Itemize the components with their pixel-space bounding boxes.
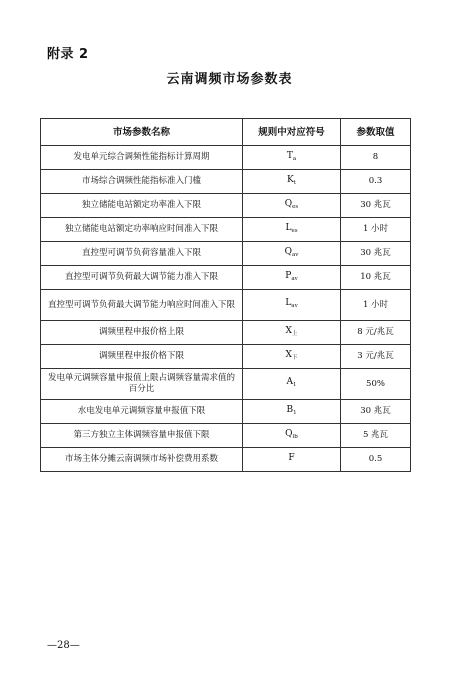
header-value: 参数取值 (341, 119, 411, 146)
param-symbol: F (243, 448, 341, 472)
param-symbol: $L_{av}$ (243, 290, 341, 321)
table-row (41, 400, 411, 424)
table-row (41, 321, 411, 345)
param-name: 独立储能电站额定功率响应时间准入下限 (41, 218, 243, 242)
param-value: 1 小时 (341, 218, 411, 242)
table-row (41, 146, 411, 170)
param-name: 直控型可调节负荷最大调节能力准入下限 (41, 266, 243, 290)
table-header-row (41, 119, 411, 146)
param-name: 第三方独立主体调频容量申报值下限 (41, 424, 243, 448)
param-symbol: $Q_{lb}$ (243, 424, 341, 448)
param-value: 50% (341, 369, 411, 400)
param-value: 0.3 (341, 170, 411, 194)
param-symbol: $L_{es}$ (243, 218, 341, 242)
param-symbol: $Q_{av}$ (243, 242, 341, 266)
param-value: 0.5 (341, 448, 411, 472)
param-value: 8 (341, 146, 411, 170)
param-value: 1 小时 (341, 290, 411, 321)
param-symbol: $P_{av}$ (243, 266, 341, 290)
param-value: 30 兆瓦 (341, 400, 411, 424)
appendix-label: 附录 2 (47, 47, 89, 62)
param-name: 调频里程申报价格下限 (41, 345, 243, 369)
table-row (41, 218, 411, 242)
param-name: 发电单元综合调频性能指标计算周期 (41, 146, 243, 170)
table-row (41, 290, 411, 321)
parameter-table (40, 118, 411, 472)
table-row (41, 345, 411, 369)
table-row (41, 424, 411, 448)
table-row (41, 369, 411, 400)
table-row (41, 170, 411, 194)
param-symbol: $X_上$ (243, 321, 341, 345)
param-value: 3 元/兆瓦 (341, 345, 411, 369)
param-name: 调频里程申报价格上限 (41, 321, 243, 345)
param-name: 市场综合调频性能指标准入门槛 (41, 170, 243, 194)
param-value: 30 兆瓦 (341, 194, 411, 218)
table-row (41, 266, 411, 290)
param-value: 10 兆瓦 (341, 266, 411, 290)
table-row (41, 194, 411, 218)
param-symbol: $T_a$ (243, 146, 341, 170)
param-name: 独立储能电站额定功率准入下限 (41, 194, 243, 218)
param-value: 5 兆瓦 (341, 424, 411, 448)
param-name: 直控型可调节负荷最大调节能力响应时间准入下限 (41, 290, 243, 321)
header-param-name: 市场参数名称 (41, 119, 243, 146)
param-symbol: $B_1$ (243, 400, 341, 424)
param-symbol: $X_下$ (243, 345, 341, 369)
param-value: 8 元/兆瓦 (341, 321, 411, 345)
param-value: 30 兆瓦 (341, 242, 411, 266)
table-row (41, 448, 411, 472)
param-name: 直控型可调节负荷容量准入下限 (41, 242, 243, 266)
param-symbol: $K_t$ (243, 170, 341, 194)
header-symbol: 规则中对应符号 (243, 119, 341, 146)
param-symbol: $A_1$ (243, 369, 341, 400)
param-name: 发电单元调频容量申报值上限占调频容量需求值的百分比 (41, 369, 243, 400)
param-symbol: $Q_{es}$ (243, 194, 341, 218)
table-row (41, 242, 411, 266)
table-title: 云南调频市场参数表 (166, 72, 293, 87)
page-number: —28— (47, 640, 80, 651)
param-name: 水电发电单元调频容量申报值下限 (41, 400, 243, 424)
param-name: 市场主体分摊云南调频市场补偿费用系数 (41, 448, 243, 472)
